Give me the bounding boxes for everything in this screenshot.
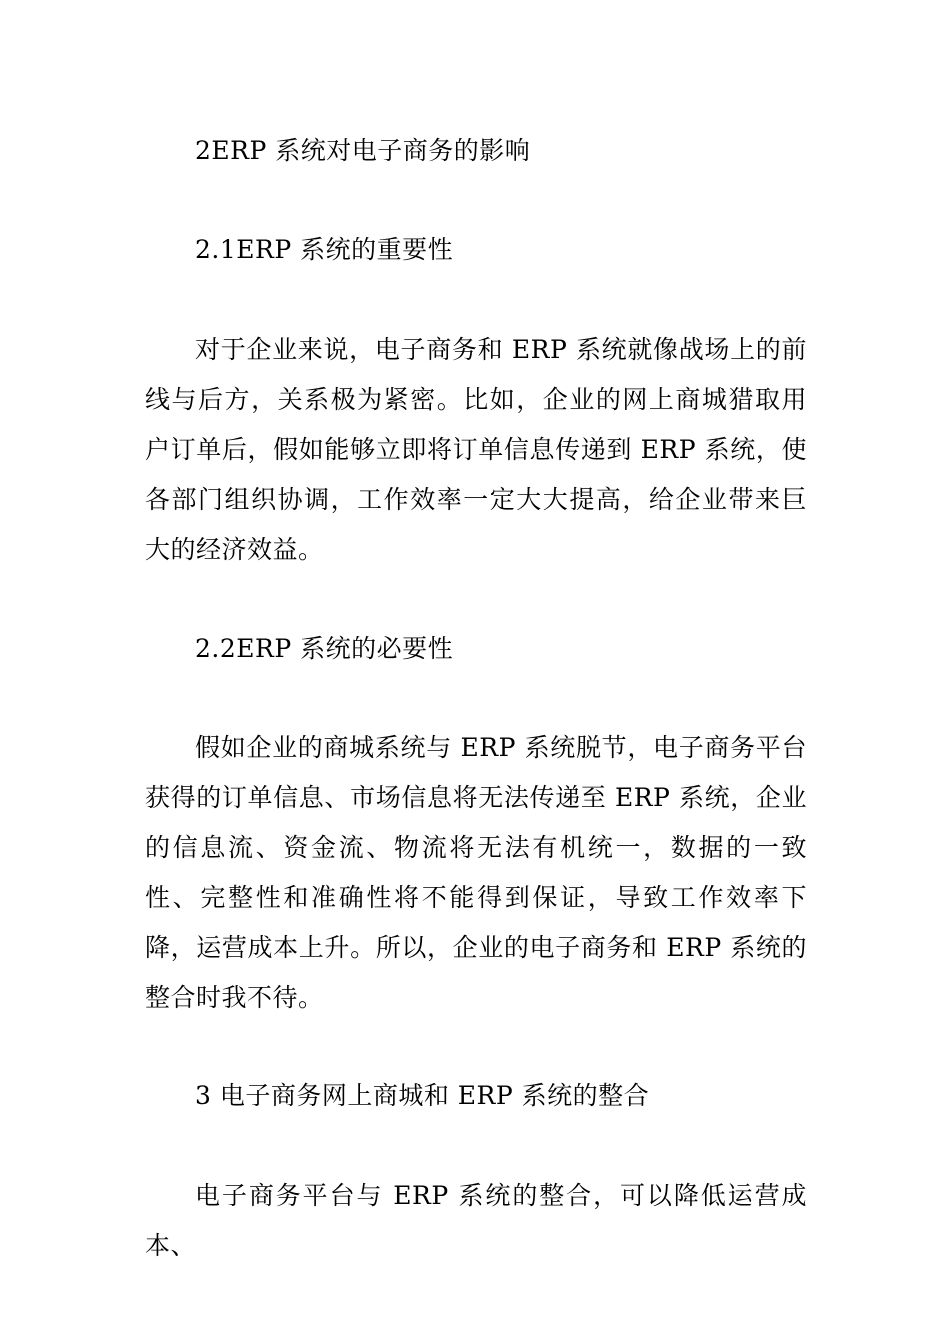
paragraph-integration: 电子商务平台与 ERP 系统的整合，可以降低运营成本、 xyxy=(145,1181,807,1260)
section-heading-2: 2ERP 系统对电子商务的影响 xyxy=(195,136,531,165)
subsection-heading-2-2: 2.2ERP 系统的必要性 xyxy=(195,634,454,663)
section-heading-3: 3 电子商务网上商城和 ERP 系统的整合 xyxy=(195,1081,650,1110)
paragraph-importance: 对于企业来说，电子商务和 ERP 系统就像战场上的前线与后方，关系极为紧密。比如，企业的网上商城猎取用户订单后，假如能够立即将订单信息传递到 ERP 系统，使各部门组织协调，工作效率一定大大提高，给企业带来巨大的经济效益。 xyxy=(145,335,807,564)
subsection-heading-2-1: 2.1ERP 系统的重要性 xyxy=(195,235,454,264)
paragraph-necessity: 假如企业的商城系统与 ERP 系统脱节，电子商务平台获得的订单信息、市场信息将无法传递至 ERP 系统，企业的信息流、资金流、物流将无法有机统一，数据的一致性、完整性和准确性将不能得到保证，导致工作效率下降，运营成本上升。所以，企业的电子商务和 ERP 系统的整合时我不待。 xyxy=(145,733,807,1012)
